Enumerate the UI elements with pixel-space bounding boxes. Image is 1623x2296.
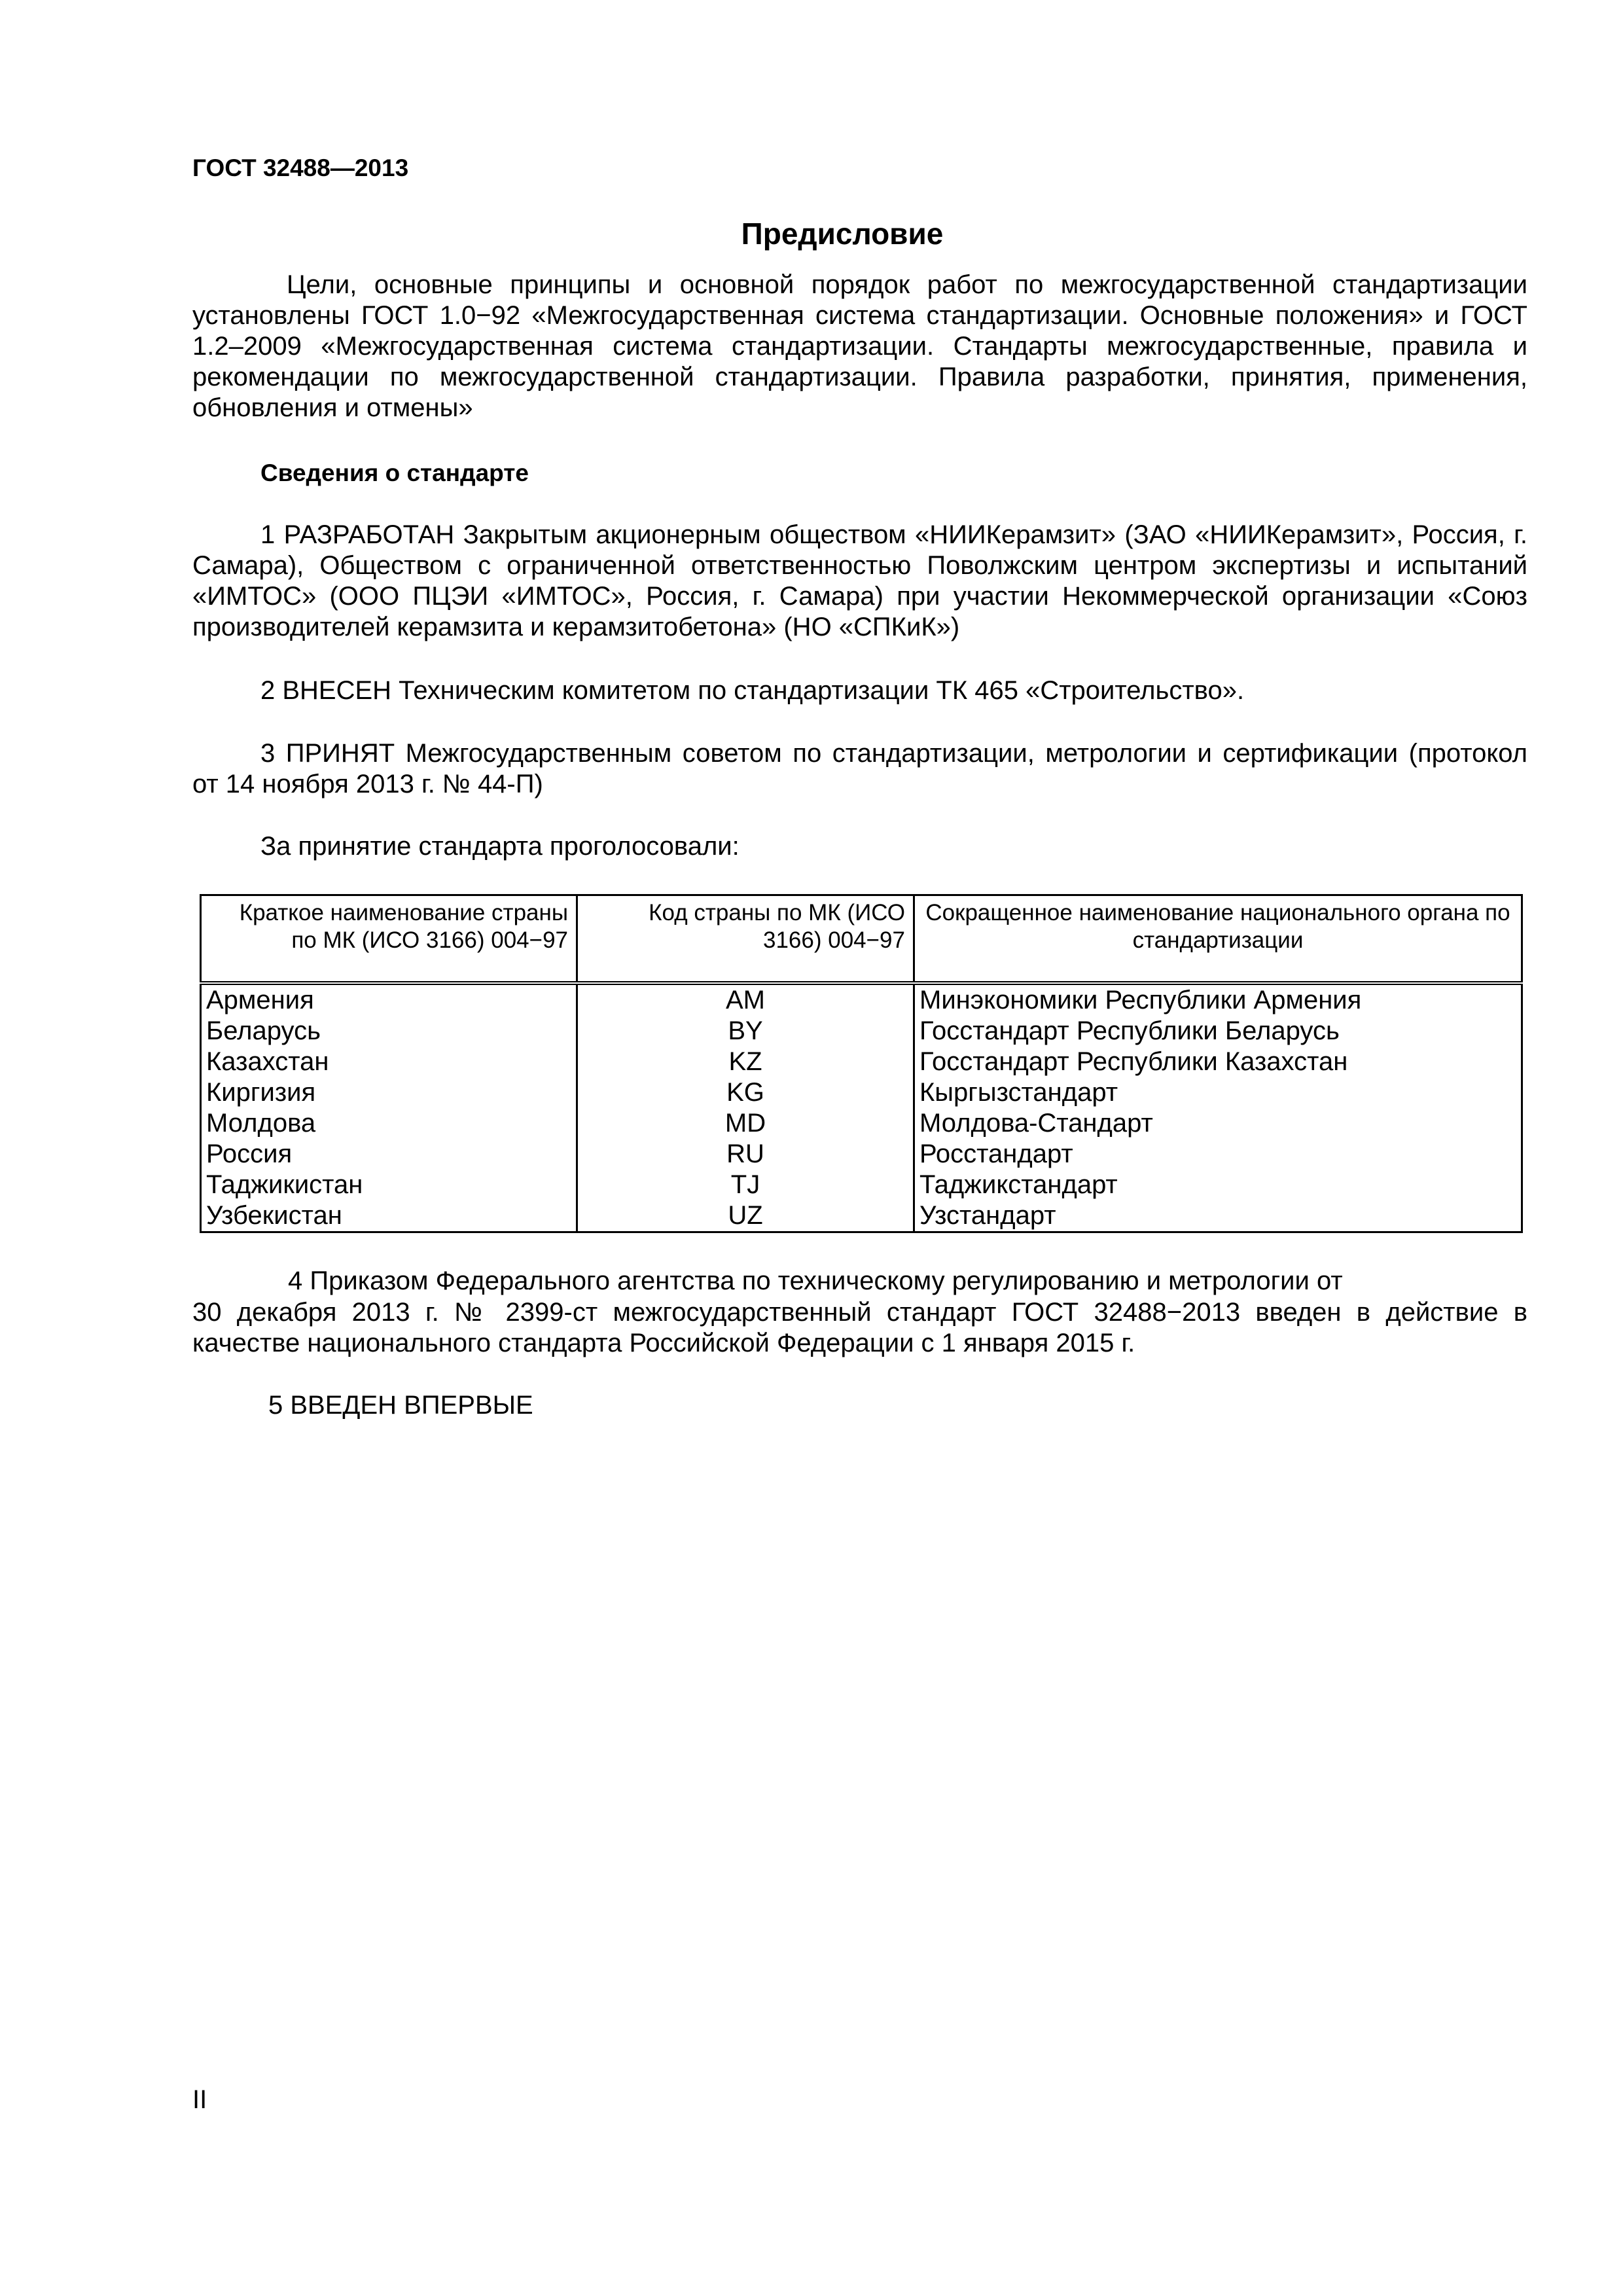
table-header-row bbox=[201, 895, 1522, 984]
table-row bbox=[201, 1047, 1522, 1077]
body-cell: Кыргызстандарт bbox=[914, 1077, 1522, 1108]
item-3-adopted: 3 ПРИНЯТ Межгосударственным советом по стандартизации, метрологии и сертификации (протокол от 14 ноября 2013 г. № 44-П) bbox=[192, 739, 1527, 798]
item-5-first-introduced: 5 ВВЕДЕН ВПЕРВЫЕ bbox=[268, 1391, 533, 1420]
document-code-header: ГОСТ 32488—2013 bbox=[192, 154, 409, 181]
code-cell: AM bbox=[577, 983, 914, 1016]
standard-info-heading: Сведения о стандарте bbox=[260, 459, 529, 486]
body-cell: Госстандарт Республики Беларусь bbox=[914, 1016, 1522, 1047]
item-1-developed: 1 РАЗРАБОТАН Закрытым акционерным обществом «НИИКерамзит» (ЗАО «НИИКерамзит», Россия, г. Самара), Обществом с ограниченной ответственностью Поволжским центром экспертизы и испытаний «ИМТОС» (ООО ПЦЭИ «ИМТОС», Россия, г. Самара) при участии Некоммерческой организации «Союз производителей керамзита и керамзитобетона» (НО «СПКиК») bbox=[192, 520, 1527, 641]
section-title: Предисловие bbox=[741, 217, 944, 251]
table-row bbox=[201, 983, 1522, 1016]
code-cell: BY bbox=[577, 1016, 914, 1047]
page-number: II bbox=[192, 2085, 207, 2114]
body-cell: Госстандарт Республики Казахстан bbox=[914, 1047, 1522, 1077]
body-cell: Росстандарт bbox=[914, 1139, 1522, 1170]
header-national-body: Сокращенное наименование национального органа по стандартизации bbox=[914, 895, 1522, 984]
table-row bbox=[201, 1016, 1522, 1047]
country-cell: Молдова bbox=[201, 1108, 577, 1139]
body-cell: Минэкономики Республики Армения bbox=[914, 983, 1522, 1016]
table-row bbox=[201, 1077, 1522, 1108]
country-cell: Казахстан bbox=[201, 1047, 577, 1077]
item-4-continuation: 30 декабря 2013 г. № 2399-ст межгосударственный стандарт ГОСТ 32488−2013 введен в действие в качестве национального стандарта Российской Федерации с 1 января 2015 г. bbox=[192, 1298, 1527, 1357]
code-cell: UZ bbox=[577, 1200, 914, 1232]
country-cell: Беларусь bbox=[201, 1016, 577, 1047]
item-4-first-line: 4 Приказом Федерального агентства по техническому регулированию и метрологии от bbox=[288, 1266, 1343, 1295]
country-cell: Россия bbox=[201, 1139, 577, 1170]
code-cell: TJ bbox=[577, 1170, 914, 1200]
voting-countries-table bbox=[200, 894, 1523, 1233]
country-cell: Таджикистан bbox=[201, 1170, 577, 1200]
code-cell: RU bbox=[577, 1139, 914, 1170]
vote-intro: За принятие стандарта проголосовали: bbox=[260, 832, 740, 861]
table-row bbox=[201, 1170, 1522, 1200]
country-cell: Узбекистан bbox=[201, 1200, 577, 1232]
intro-paragraph: Цели, основные принципы и основной порядок работ по межгосударственной стандартизации установлены ГОСТ 1.0−92 «Межгосударственная система стандартизации. Основные положения» и ГОСТ 1.2–2009 «Межгосударственная система стандартизации. Стандарты межгосударственные, правила и рекомендации по межгосударственной стандартизации. Правила разработки, принятия, применения, обновления и отмены» bbox=[192, 270, 1527, 422]
header-country-code: Код страны по МК (ИСО 3166) 004−97 bbox=[577, 895, 914, 984]
table-row bbox=[201, 1108, 1522, 1139]
country-cell: Киргизия bbox=[201, 1077, 577, 1108]
code-cell: KZ bbox=[577, 1047, 914, 1077]
code-cell: MD bbox=[577, 1108, 914, 1139]
body-cell: Узстандарт bbox=[914, 1200, 1522, 1232]
body-cell: Молдова-Стандарт bbox=[914, 1108, 1522, 1139]
table-row bbox=[201, 1200, 1522, 1232]
header-country-name: Краткое наименование страны по МК (ИСО 3166) 004−97 bbox=[201, 895, 577, 984]
item-2-submitted: 2 ВНЕСЕН Техническим комитетом по стандартизации ТК 465 «Строительство». bbox=[260, 676, 1245, 705]
code-cell: KG bbox=[577, 1077, 914, 1108]
body-cell: Таджикстандарт bbox=[914, 1170, 1522, 1200]
table-row bbox=[201, 1139, 1522, 1170]
country-cell: Армения bbox=[201, 983, 577, 1016]
